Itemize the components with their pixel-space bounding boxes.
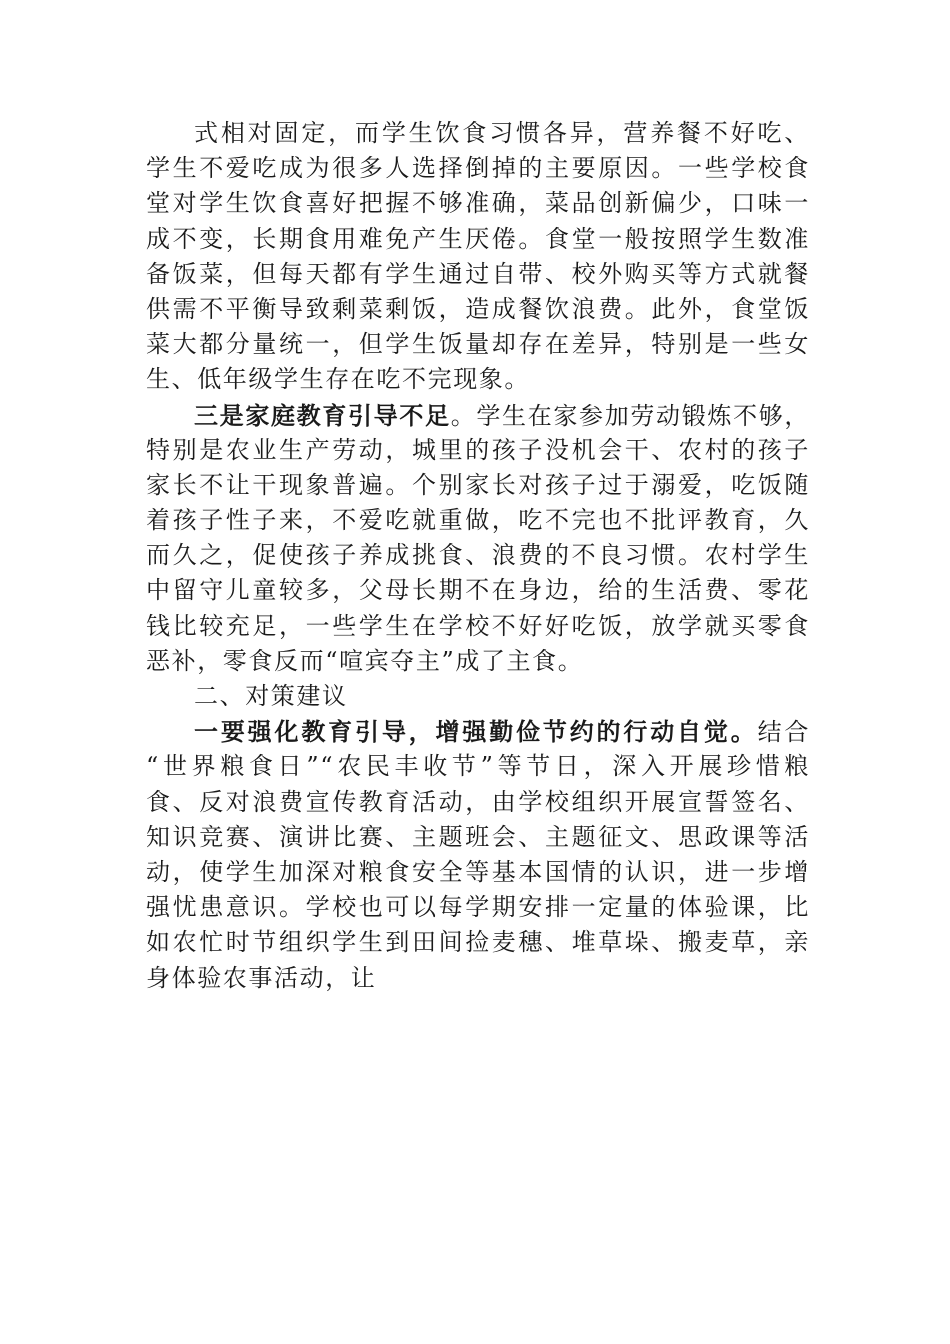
body-text: 强忧患意识。学校也可以每学期安排一定量的体验课，比 (146, 893, 810, 922)
body-text: 式相对固定，而学生饮食习惯各异，营养餐不好吃、 (194, 119, 810, 147)
body-text: 堂对学生饮食喜好把握不够准确，菜品创新偏少，口味一 (146, 189, 810, 218)
body-text: 成不变，长期食用难免产生厌倦。食堂一般按照学生数准 (146, 224, 810, 253)
text-line (146, 433, 810, 468)
body-text: 恶补，零食反而“喧宾夺主”成了主食。 (146, 646, 584, 675)
body-text: 着孩子性子来，不爱吃就重做，吃不完也不批评教育，久 (146, 506, 810, 535)
body-text: 家长不让干现象普遍。个别家长对孩子过于溺爱，吃饭随 (146, 470, 810, 499)
text-line (146, 292, 810, 327)
text-line (146, 785, 810, 820)
body-text: 而久之，促使孩子养成挑食、浪费的不良习惯。农村学生 (146, 541, 810, 570)
body-text: 结合 (757, 718, 810, 747)
text-line (146, 679, 810, 714)
text-line (146, 855, 810, 890)
text-line (146, 151, 810, 186)
body-text: 知识竞赛、演讲比赛、主题班会、主题征文、思政课等活 (146, 822, 810, 851)
body-text: 学生不爱吃成为很多人选择倒掉的主要原因。一些学校食 (146, 154, 810, 183)
bold-heading-text: 一要强化教育引导，增强勤俭节约的行动自觉。 (194, 717, 758, 747)
text-line (146, 820, 810, 855)
text-line (146, 257, 810, 292)
text-line (146, 503, 810, 538)
text-line (146, 749, 810, 784)
body-text: 中留守儿童较多，父母长期不在身边，给的生活费、零花 (146, 576, 810, 605)
text-line (146, 222, 810, 257)
text-line (146, 644, 810, 679)
bold-heading-text: 三是家庭教育引导不足 (194, 400, 451, 430)
body-text: 身体验农事活动，让 (146, 963, 377, 992)
body-text: 备饭菜，但每天都有学生通过自带、校外购买等方式就餐 (146, 259, 810, 288)
body-text: 供需不平衡导致剩菜剩饭，造成餐饮浪费。此外，食堂饭 (146, 294, 810, 323)
text-line (146, 327, 810, 362)
body-text: 。学生在家参加劳动锻炼不够， (450, 401, 811, 430)
body-text: 二、对策建议 (194, 682, 348, 710)
body-text: “世界粮食日”“农民丰收节”等节日，深入开展珍惜粮 (146, 752, 810, 781)
text-line (146, 468, 810, 503)
document-body (146, 116, 810, 996)
body-text: 如农忙时节组织学生到田间捡麦穗、堆草垛、搬麦草，亲 (146, 928, 810, 957)
text-line (146, 925, 810, 960)
text-line (146, 890, 810, 925)
body-text: 菜大都分量统一，但学生饭量却存在差异，特别是一些女 (146, 330, 810, 359)
text-line (146, 961, 810, 996)
text-line (146, 116, 810, 151)
text-line (146, 186, 810, 221)
text-line (146, 362, 810, 397)
body-text: 钱比较充足，一些学生在学校不好好吃饭，放学就买零食 (146, 611, 810, 640)
body-text: 食、反对浪费宣传教育活动，由学校组织开展宣誓签名、 (146, 787, 810, 816)
text-line (146, 538, 810, 573)
body-text: 生、低年级学生存在吃不完现象。 (146, 365, 530, 394)
body-text: 动，使学生加深对粮食安全等基本国情的认识，进一步增 (146, 857, 810, 886)
body-text: 特别是农业生产劳动，城里的孩子没机会干、农村的孩子 (146, 435, 810, 464)
text-line (146, 714, 810, 749)
text-line (146, 573, 810, 608)
text-line (146, 398, 810, 433)
text-line (146, 609, 810, 644)
